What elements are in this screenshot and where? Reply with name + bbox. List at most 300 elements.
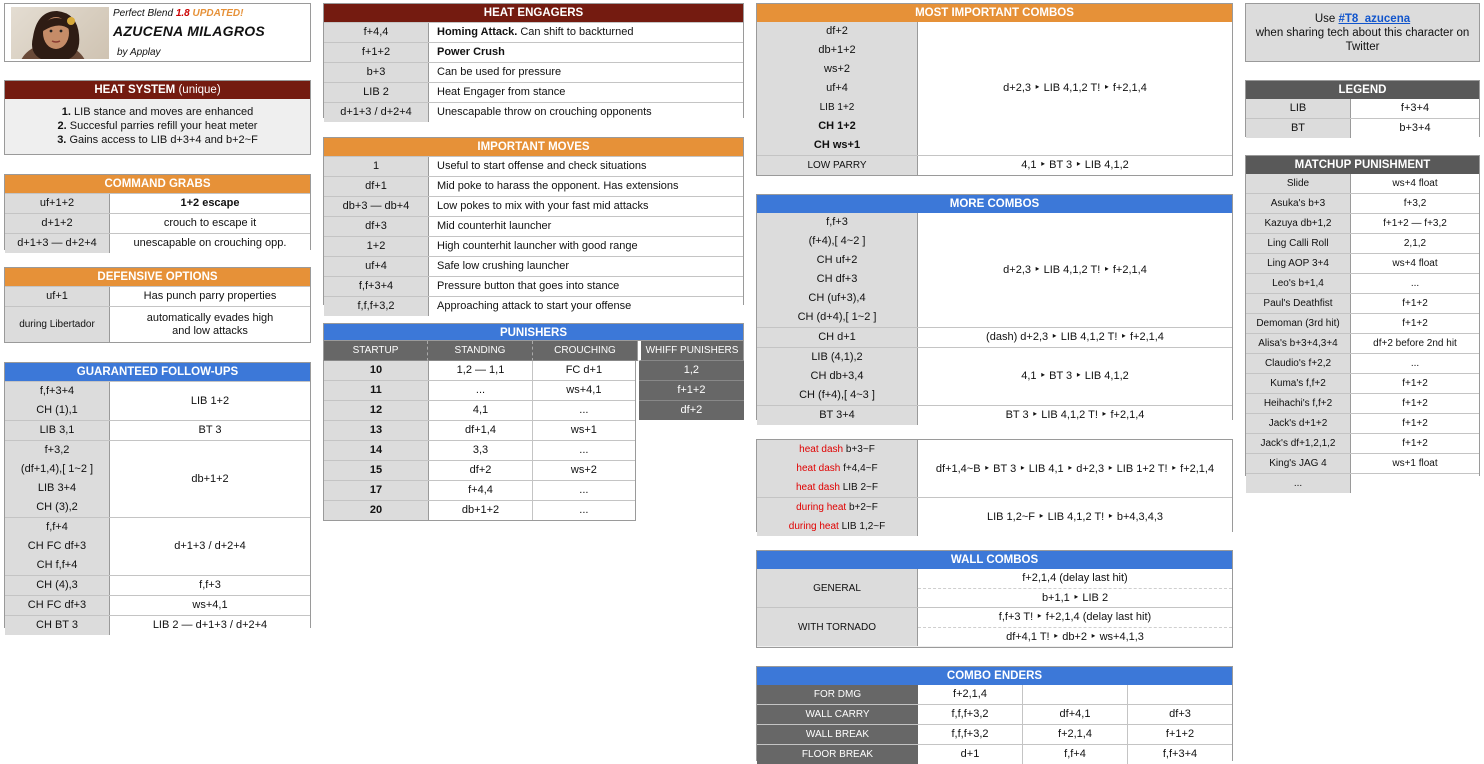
move-input: f,f,f+3,2 (324, 297, 429, 316)
combo-input: CH (uf+3),4 (808, 292, 866, 304)
table-row (324, 102, 743, 122)
table-row (1246, 174, 1479, 193)
legend-panel (1245, 80, 1480, 137)
table-row (324, 420, 635, 440)
matchup-move: Jack's d+1+2 (1246, 414, 1351, 433)
punishers-header-row (323, 341, 744, 361)
matchup-punish: ws+4 float (1351, 174, 1479, 193)
table-row (324, 276, 743, 296)
punisher-frame: 20 (324, 501, 429, 520)
heat-prefix: heat dash (795, 482, 840, 493)
grab-escape (110, 194, 310, 213)
ender-move: f,f,f+3,2 (918, 725, 1023, 744)
updated-label: UPDATED! (192, 8, 244, 19)
combo-route: 4,1 ‣ BT 3 ‣ LIB 4,1,2 (918, 348, 1232, 405)
combo-group (757, 347, 1232, 405)
ender-move: f+2,1,4 (918, 685, 1023, 704)
punisher-frame: 17 (324, 481, 429, 500)
punishers-table (323, 361, 636, 521)
combo-input: CH df+3 (816, 273, 858, 285)
followup-input: LIB 3+4 (37, 482, 77, 494)
punisher-frame: 13 (324, 421, 429, 440)
matchup-move: Paul's Deathfist (1246, 294, 1351, 313)
followups-title: GUARANTEED FOLLOW-UPS (5, 363, 310, 381)
matchup-punishment-panel (1245, 155, 1480, 489)
legend-input: b+3+4 (1351, 119, 1479, 138)
punisher-crouching: ws+2 (533, 461, 635, 480)
grab-input: uf+1+2 (5, 194, 110, 213)
punishers-body (323, 361, 744, 521)
table-row (324, 22, 743, 42)
engager-desc-bold: Power Crush (437, 46, 505, 58)
portrait (11, 7, 109, 59)
matchup-punish: ws+1 float (1351, 454, 1479, 473)
heat-line (5, 105, 310, 119)
matchup-move: Alisa's b+3+4,3+4 (1246, 334, 1351, 353)
matchup-move: Jack's df+1,2,1,2 (1246, 434, 1351, 453)
punisher-frame: 11 (324, 381, 429, 400)
punishers-title: PUNISHERS (323, 323, 744, 341)
ender-move (1023, 685, 1128, 704)
ender-move: f,f+3+4 (1128, 745, 1232, 764)
followup-input: CH FC df+3 (27, 540, 87, 552)
mic-launcher: CH ws+1 (813, 139, 861, 151)
punisher-crouching: ws+4,1 (533, 381, 635, 400)
matchup-punish: df+2 before 2nd hit (1351, 334, 1479, 353)
ender-move: df+4,1 (1023, 705, 1128, 724)
more-combos-panel (756, 194, 1233, 420)
heat-combo-group (757, 497, 1232, 536)
punisher-standing: ... (429, 381, 533, 400)
followup-group (5, 420, 310, 440)
ender-label: FLOOR BREAK (757, 745, 918, 764)
table-row (1246, 473, 1479, 493)
punisher-standing: 1,2 — 1,1 (429, 361, 533, 380)
wall-route: f+2,1,4 (delay last hit) (1022, 572, 1128, 584)
table-row (1246, 273, 1479, 293)
matchup-punish: f+1+2 (1351, 294, 1479, 313)
engager-input: b+3 (324, 63, 429, 82)
move-input: 1+2 (324, 237, 429, 256)
followup-input: CH f,f+4 (36, 559, 78, 571)
table-row (324, 176, 743, 196)
author: by Applay (117, 47, 161, 58)
matchup-move: Ling AOP 3+4 (1246, 254, 1351, 273)
version: 1.8 (175, 8, 190, 19)
heat-engagers-panel (323, 3, 744, 118)
followup-result: ws+4,1 (110, 596, 310, 615)
table-row (1246, 213, 1479, 233)
matchup-punish (1351, 474, 1479, 493)
tagline: Perfect Blend (113, 8, 174, 19)
table-row (324, 400, 635, 420)
engager-input: f+4,4 (324, 23, 429, 42)
followup-result: LIB 2 — d+1+3 / d+2+4 (110, 616, 310, 635)
legend-title: LEGEND (1246, 81, 1479, 99)
combo-input: BT 3+4 (757, 406, 918, 425)
followup-input: CH (3),2 (36, 501, 78, 513)
table-row (324, 460, 635, 480)
ender-move: df+3 (1128, 705, 1232, 724)
followup-group (5, 517, 310, 575)
wall-route: df+4,1 T! ‣ db+2 ‣ ws+4,1,3 (918, 627, 1232, 646)
move-input: 1 (324, 157, 429, 176)
punisher-frame: 15 (324, 461, 429, 480)
move-desc: Pressure button that goes into stance (429, 277, 743, 296)
followup-group (5, 615, 310, 635)
punisher-crouching: ... (533, 401, 635, 420)
grab-input: d+1+3 — d+2+4 (5, 234, 110, 253)
heat-combo-input (757, 459, 917, 478)
table-row (757, 704, 1232, 724)
combo-input: CH (d+4),[ 1~2 ] (797, 311, 877, 323)
table-row (1246, 293, 1479, 313)
heat-combo-input (757, 517, 917, 536)
table-row (5, 286, 310, 306)
ender-move: f+2,1,4 (1023, 725, 1128, 744)
heat-move: LIB 1,2~F (841, 521, 886, 532)
matchup-move: Kazuya db+1,2 (1246, 214, 1351, 233)
table-row (1246, 393, 1479, 413)
followup-result: BT 3 (110, 421, 310, 440)
move-desc: Low pokes to mix with your fast mid attacks (429, 197, 743, 216)
table-row (324, 62, 743, 82)
legend-abbrev: LIB (1246, 99, 1351, 118)
matchup-punish: ... (1351, 354, 1479, 373)
punisher-frame: 12 (324, 401, 429, 420)
heat-line-text: Succesful parries refill your heat meter (69, 120, 258, 132)
table-row (324, 236, 743, 256)
ender-move: f,f,f+3,2 (918, 705, 1023, 724)
character-name: AZUCENA MILAGROS (113, 23, 266, 39)
combo-input: CH uf+2 (816, 254, 858, 266)
engager-desc: Unescapable throw on crouching opponents (429, 103, 743, 122)
heat-engagers-title: HEAT ENGAGERS (324, 4, 743, 22)
wall-route: b+1,1 ‣ LIB 2 (918, 588, 1232, 607)
wall-group (757, 569, 1232, 607)
heat-system-title-text: HEAT SYSTEM (94, 84, 176, 96)
matchup-move: Slide (1246, 174, 1351, 193)
followup-group (5, 381, 310, 420)
heat-combo-input (757, 440, 917, 459)
engager-input: LIB 2 (324, 83, 429, 102)
engager-desc: Heat Engager from stance (429, 83, 743, 102)
punisher-frame: 14 (324, 441, 429, 460)
followup-input: f,f+3+4 (39, 385, 75, 397)
heat-prefix: during heat (788, 521, 839, 532)
matchup-punish: ... (1351, 274, 1479, 293)
table-row (1246, 373, 1479, 393)
heat-move: f+4,4~F (843, 463, 878, 474)
tagline-row (113, 8, 243, 19)
grab-escape-text: 1+2 escape (180, 197, 240, 209)
followup-input: CH BT 3 (36, 619, 78, 631)
matchup-move: ... (1246, 474, 1351, 493)
table-row (324, 42, 743, 62)
matchup-punish: ws+4 float (1351, 254, 1479, 273)
table-row (5, 193, 310, 213)
table-row (757, 744, 1232, 764)
whiff-move: 1,2 (639, 361, 744, 381)
followup-input: (df+1,4),[ 1~2 ] (20, 463, 94, 475)
engager-input: d+1+3 / d+2+4 (324, 103, 429, 122)
mic-launcher: db+1+2 (818, 44, 856, 56)
followup-group (5, 440, 310, 517)
matchup-move: Kuma's f,f+2 (1246, 374, 1351, 393)
combo-route: (dash) d+2,3 ‣ LIB 4,1,2 T! ‣ f+2,1,4 (918, 328, 1232, 347)
move-input: f,f+3+4 (324, 277, 429, 296)
move-input: db+3 — db+4 (324, 197, 429, 216)
followup-result: LIB 1+2 (110, 382, 310, 420)
wall-label: WITH TORNADO (757, 608, 918, 646)
engager-desc-text: Can shift to backturned (520, 26, 634, 38)
heat-system-title (5, 81, 310, 99)
heat-combo-route: LIB 1,2~F ‣ LIB 4,1,2 T! ‣ b+4,3,4,3 (918, 498, 1232, 536)
engager-input: f+1+2 (324, 43, 429, 62)
wall-route: f,f+3 T! ‣ f+2,1,4 (delay last hit) (998, 611, 1152, 623)
move-desc: Mid poke to harass the opponent. Has extensions (429, 177, 743, 196)
matchup-punish: f+1+2 (1351, 394, 1479, 413)
heat-move: LIB 2~F (842, 482, 879, 493)
move-desc: Approaching attack to start your offense (429, 297, 743, 316)
more-combos-title: MORE COMBOS (757, 195, 1232, 213)
matchup-punish: f+1+2 (1351, 314, 1479, 333)
followup-input: CH FC df+3 (27, 599, 87, 611)
heat-combo-input (757, 498, 917, 517)
low-parry-label: LOW PARRY (757, 156, 918, 175)
heat-prefix: heat dash (796, 463, 841, 474)
combo-input: (f+4),[ 4~2 ] (808, 235, 866, 247)
matchup-move: Demoman (3rd hit) (1246, 314, 1351, 333)
share-note (1245, 3, 1480, 62)
combo-route: d+2,3 ‣ LIB 4,1,2 T! ‣ f+2,1,4 (918, 213, 1232, 327)
punisher-crouching: FC d+1 (533, 361, 635, 380)
matchup-move: Claudio's f+2,2 (1246, 354, 1351, 373)
move-input: df+1 (324, 177, 429, 196)
ender-move: d+1 (918, 745, 1023, 764)
low-parry-route: 4,1 ‣ BT 3 ‣ LIB 4,1,2 (918, 156, 1232, 175)
combo-input: f,f+3 (826, 216, 848, 228)
matchup-move: Leo's b+1,4 (1246, 274, 1351, 293)
table-row (324, 500, 635, 520)
matchup-title: MATCHUP PUNISHMENT (1246, 156, 1479, 174)
table-row (5, 213, 310, 233)
punisher-standing: df+2 (429, 461, 533, 480)
followup-result: f,f+3 (110, 576, 310, 595)
matchup-move: Ling Calli Roll (1246, 234, 1351, 253)
grab-escape: crouch to escape it (110, 214, 310, 233)
table-row (324, 440, 635, 460)
table-row (5, 233, 310, 253)
combo-route: BT 3 ‣ LIB 4,1,2 T! ‣ f+2,1,4 (918, 406, 1232, 425)
heat-move: b+2~F (848, 502, 878, 513)
grab-input: d+1+2 (5, 214, 110, 233)
engager-desc (429, 43, 743, 62)
ender-label: WALL CARRY (757, 705, 918, 724)
mic-launcher: CH 1+2 (818, 120, 856, 132)
heat-combo-group (757, 440, 1232, 497)
followup-group (5, 575, 310, 595)
punisher-header: STANDING (428, 341, 533, 361)
table-row (324, 296, 743, 316)
combo-group (757, 213, 1232, 327)
matchup-move: Heihachi's f,f+2 (1246, 394, 1351, 413)
ender-label: FOR DMG (757, 685, 918, 704)
table-row (1246, 333, 1479, 353)
low-parry-row (757, 155, 1232, 175)
followup-input: CH (4),3 (36, 579, 78, 591)
character-header (4, 3, 311, 62)
table-row (324, 156, 743, 176)
command-grabs-panel (4, 174, 311, 250)
mic-launcher: ws+2 (824, 63, 850, 75)
combo-group (757, 327, 1232, 347)
followup-result: db+1+2 (110, 441, 310, 517)
guaranteed-followups-panel (4, 362, 311, 631)
defense-desc: Has punch parry properties (110, 287, 310, 306)
grab-escape: unescapable on crouching opp. (110, 234, 310, 253)
combo-input: CH d+1 (757, 328, 918, 347)
table-row (1246, 453, 1479, 473)
defensive-title: DEFENSIVE OPTIONS (5, 268, 310, 286)
ender-move (1128, 685, 1232, 704)
punisher-crouching: ... (533, 441, 635, 460)
table-row (1246, 233, 1479, 253)
table-row (1246, 99, 1479, 118)
defense-input: uf+1 (5, 287, 110, 306)
mic-launcher: df+2 (826, 25, 848, 37)
punishers-panel (323, 323, 744, 516)
heat-system-panel (4, 80, 311, 155)
combo-input: CH (f+4),[ 4~3 ] (799, 389, 875, 401)
followup-result: d+1+3 / d+2+4 (110, 518, 310, 575)
table-row (757, 685, 1232, 704)
engager-desc (429, 23, 743, 42)
followup-input: LIB 3,1 (39, 424, 75, 436)
followup-group (5, 595, 310, 615)
heat-line-num: 1. (61, 106, 71, 118)
combo-enders-panel (756, 666, 1233, 761)
wall-combos-title: WALL COMBOS (757, 551, 1232, 569)
table-row (324, 216, 743, 236)
punisher-standing: f+4,4 (429, 481, 533, 500)
followup-input: CH (1),1 (36, 404, 78, 416)
defensive-options-panel (4, 267, 311, 343)
move-desc: Safe low crushing launcher (429, 257, 743, 276)
important-moves-panel (323, 137, 744, 312)
whiff-punishers (639, 361, 744, 521)
table-row (1246, 413, 1479, 433)
ender-move: f,f+4 (1023, 745, 1128, 764)
matchup-punish: f+1+2 (1351, 434, 1479, 453)
defense-input: during Libertador (5, 307, 110, 342)
heat-line-text: LIB stance and moves are enhanced (74, 106, 254, 118)
matchup-punish: 2,1,2 (1351, 234, 1479, 253)
punisher-standing: 3,3 (429, 441, 533, 460)
wall-group (757, 607, 1232, 646)
heat-combos-panel (756, 439, 1233, 532)
table-row (1246, 193, 1479, 213)
followup-input: f,f+4 (46, 521, 68, 533)
legend-abbrev: BT (1246, 119, 1351, 138)
heat-combo-route: df+1,4~B ‣ BT 3 ‣ LIB 4,1 ‣ d+2,3 ‣ LIB 1+2 T! ‣ f+2,1,4 (918, 440, 1232, 497)
engager-desc: Can be used for pressure (429, 63, 743, 82)
punisher-crouching: ... (533, 481, 635, 500)
table-row (757, 724, 1232, 744)
punisher-standing: df+1,4 (429, 421, 533, 440)
move-desc: Useful to start offense and check situations (429, 157, 743, 176)
combo-input: LIB (4,1),2 (811, 351, 863, 363)
heat-line-num: 2. (57, 120, 67, 132)
mic-launcher: LIB 1+2 (819, 102, 855, 113)
wall-combos-panel (756, 550, 1233, 648)
legend-input: f+3+4 (1351, 99, 1479, 118)
heat-line (5, 119, 310, 133)
punisher-crouching: ... (533, 501, 635, 520)
punisher-frame: 10 (324, 361, 429, 380)
heat-prefix: heat dash (799, 444, 844, 455)
whiff-move: f+1+2 (639, 381, 744, 401)
punisher-standing: db+1+2 (429, 501, 533, 520)
table-row (1246, 118, 1479, 138)
whiff-header: WHIFF PUNISHERS (638, 341, 744, 361)
wall-label: GENERAL (757, 569, 918, 607)
followup-input: f+3,2 (44, 444, 70, 456)
punisher-header: CROUCHING (533, 341, 638, 361)
matchup-move: King's JAG 4 (1246, 454, 1351, 473)
whiff-move: df+2 (639, 401, 744, 420)
table-row (324, 361, 635, 380)
heat-line-text: Gains access to LIB d+3+4 and b+2~F (69, 134, 258, 146)
heat-combo-input (757, 478, 917, 497)
combo-group (757, 405, 1232, 425)
combo-enders-title: COMBO ENDERS (757, 667, 1232, 685)
heat-move: b+3~F (845, 444, 875, 455)
share-use: Use (1314, 13, 1336, 25)
engager-desc-bold: Homing Attack. (437, 26, 518, 38)
heat-line (5, 133, 310, 147)
table-row (324, 380, 635, 400)
punisher-header: STARTUP (323, 341, 428, 361)
matchup-punish: f+1+2 (1351, 414, 1479, 433)
ender-label: WALL BREAK (757, 725, 918, 744)
matchup-move: Asuka's b+3 (1246, 194, 1351, 213)
important-moves-title: IMPORTANT MOVES (324, 138, 743, 156)
hashtag-link[interactable]: #T8_azucena (1338, 13, 1411, 25)
punisher-standing: 4,1 (429, 401, 533, 420)
heat-system-lines (5, 99, 310, 147)
table-row (324, 480, 635, 500)
move-input: uf+4 (324, 257, 429, 276)
command-grabs-title: COMMAND GRABS (5, 175, 310, 193)
ender-move: f+1+2 (1128, 725, 1232, 744)
table-row (324, 256, 743, 276)
table-row (5, 306, 310, 342)
mic-title: MOST IMPORTANT COMBOS (757, 4, 1232, 22)
combo-input: CH db+3,4 (810, 370, 864, 382)
table-row (324, 196, 743, 216)
heat-system-title-suffix: (unique) (178, 84, 221, 96)
table-row (1246, 353, 1479, 373)
table-row (324, 82, 743, 102)
punisher-crouching: ws+1 (533, 421, 635, 440)
defense-desc: automatically evades high and low attacks (110, 307, 310, 342)
matchup-punish: f+3,2 (1351, 194, 1479, 213)
mic-launcher-group (757, 22, 1232, 155)
move-desc: High counterhit launcher with good range (429, 237, 743, 256)
table-row (1246, 253, 1479, 273)
move-desc: Mid counterhit launcher (429, 217, 743, 236)
